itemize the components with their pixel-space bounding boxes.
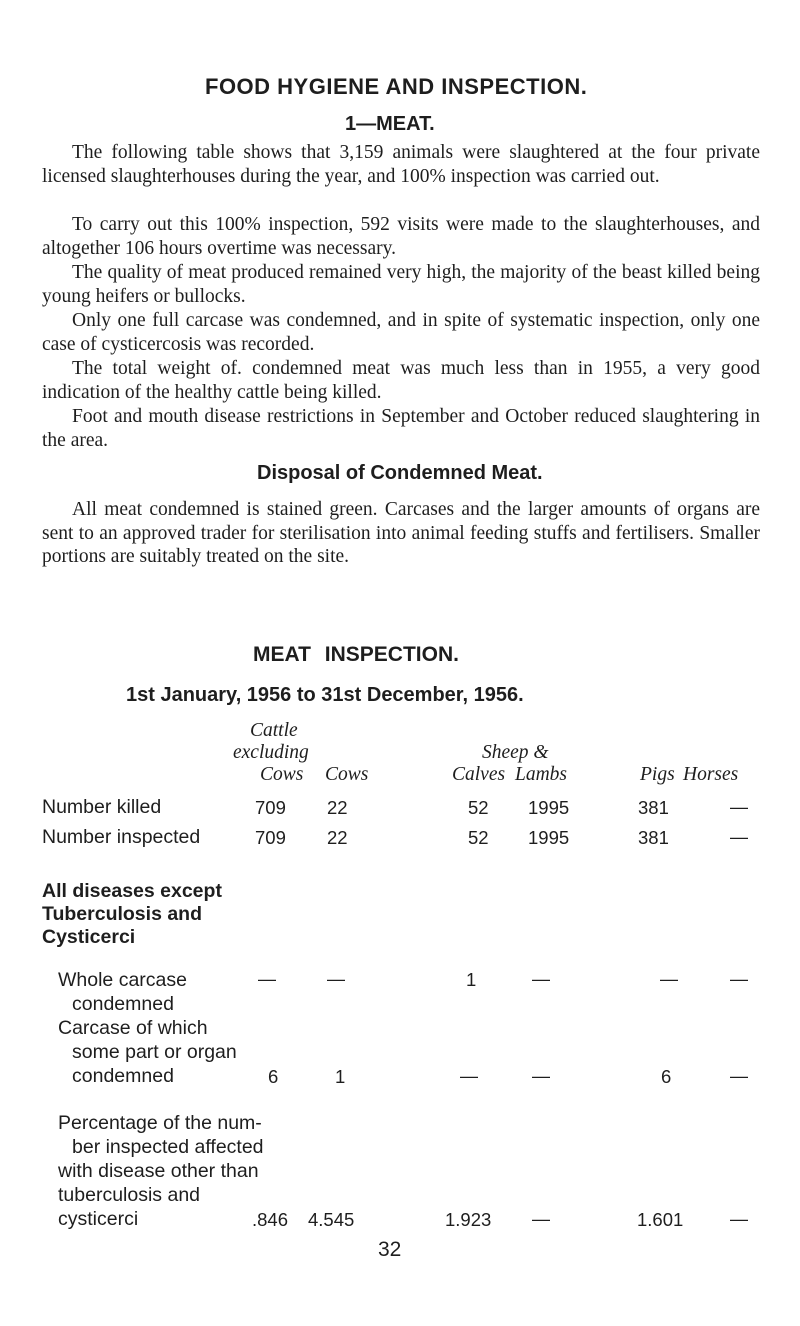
whole-pigs: — <box>660 969 678 989</box>
paragraph-6: Foot and mouth disease restrictions in September and October reduced slaughtering in the area. <box>42 406 760 451</box>
inspected-cows: 22 <box>327 827 348 848</box>
killed-cows: 22 <box>327 797 348 818</box>
pct-label-3: with disease other than <box>58 1160 259 1182</box>
header-cattle-2: excluding <box>233 742 309 763</box>
part-lambs: — <box>532 1066 550 1086</box>
whole-label-1: Whole carcase <box>58 969 187 991</box>
paragraph-4: Only one full carcase was condemned, and in spite of systematic inspection, only one case of cysticercosis was recorded. <box>42 310 760 355</box>
part-label-1: Carcase of which <box>58 1017 208 1039</box>
whole-cows: — <box>327 969 345 989</box>
whole-cattle: — <box>258 969 276 989</box>
inspected-horses: — <box>730 827 748 847</box>
disposal-paragraph: All meat condemned is stained green. Carcases and the larger amounts of organs are sent to an approved trader for sterilisation into animal feeding stuffs and fertilisers. Smaller portions are suitably treated on the site. <box>42 499 760 567</box>
whole-label-2: condemned <box>72 993 174 1015</box>
pct-calves: 1.923 <box>445 1209 492 1230</box>
pct-label-4: tuberculosis and <box>58 1184 201 1206</box>
pct-label-5: cysticerci <box>58 1208 139 1230</box>
row-label-killed: Number killed <box>42 796 162 818</box>
part-horses: — <box>730 1066 748 1086</box>
inspected-calves: 52 <box>468 827 489 848</box>
paragraph-5: The total weight of. condemned meat was much less than in 1955, a very good indication of the healthy cattle being killed. <box>42 358 760 403</box>
paragraph-3: The quality of meat produced remained very high, the majority of the beast killed being young heifers or bullocks. <box>42 262 760 307</box>
header-sheep: Sheep & <box>482 742 549 763</box>
pct-label-1: Percentage of the num- <box>58 1112 262 1134</box>
header-calves: Calves <box>452 764 506 785</box>
paragraph-1: The following table shows that 3,159 animals were slaughtered at the four private licensed slaughterhouses during the year, and 100% inspection was carried out. <box>42 142 760 187</box>
paragraph-2: To carry out this 100% inspection, 592 visits were made to the slaughterhouses, and altogether 106 hours overtime was necessary. <box>42 214 760 259</box>
part-label-2: some part or organ <box>72 1041 237 1063</box>
header-pigs: Pigs <box>640 764 675 785</box>
header-cattle-1: Cattle <box>250 720 298 741</box>
inspected-cattle: 709 <box>255 827 286 848</box>
part-label-3: condemned <box>72 1065 174 1087</box>
pct-pigs: 1.601 <box>637 1209 684 1230</box>
page-title: FOOD HYGIENE AND INSPECTION. <box>205 74 588 99</box>
section-subtitle: 1—MEAT. <box>345 113 435 135</box>
table-period: 1st January, 1956 to 31st December, 1956. <box>126 684 524 706</box>
row-label-inspected: Number inspected <box>42 826 201 848</box>
table-title: MEAT INSPECTION. <box>253 643 459 666</box>
pct-lambs: — <box>532 1209 550 1229</box>
inspected-lambs: 1995 <box>528 827 570 848</box>
pct-label-2: ber inspected affected <box>72 1136 264 1158</box>
killed-cattle: 709 <box>255 797 286 818</box>
killed-pigs: 381 <box>638 797 669 818</box>
killed-calves: 52 <box>468 797 489 818</box>
part-pigs: 6 <box>661 1066 672 1087</box>
pct-cattle: .846 <box>252 1209 289 1230</box>
whole-lambs: — <box>532 969 550 989</box>
inspected-pigs: 381 <box>638 827 669 848</box>
killed-lambs: 1995 <box>528 797 570 818</box>
section-heading-line-1: All diseases except <box>42 880 222 902</box>
page-number: 32 <box>378 1238 402 1261</box>
killed-horses: — <box>730 797 748 817</box>
header-horses: Horses <box>683 764 739 785</box>
header-cows: Cows <box>325 764 369 785</box>
header-cattle-3: Cows <box>260 764 304 785</box>
part-cows: 1 <box>335 1066 346 1087</box>
whole-calves: 1 <box>466 969 477 990</box>
part-cattle: 6 <box>268 1066 279 1087</box>
whole-horses: — <box>730 969 748 989</box>
disposal-heading: Disposal of Condemned Meat. <box>257 462 543 484</box>
section-heading-line-3: Cysticerci <box>42 926 136 948</box>
header-lambs: Lambs <box>515 764 568 785</box>
pct-horses: — <box>730 1209 748 1229</box>
part-calves: — <box>460 1066 478 1086</box>
section-heading-line-2: Tuberculosis and <box>42 903 202 925</box>
pct-cows: 4.545 <box>308 1209 355 1230</box>
